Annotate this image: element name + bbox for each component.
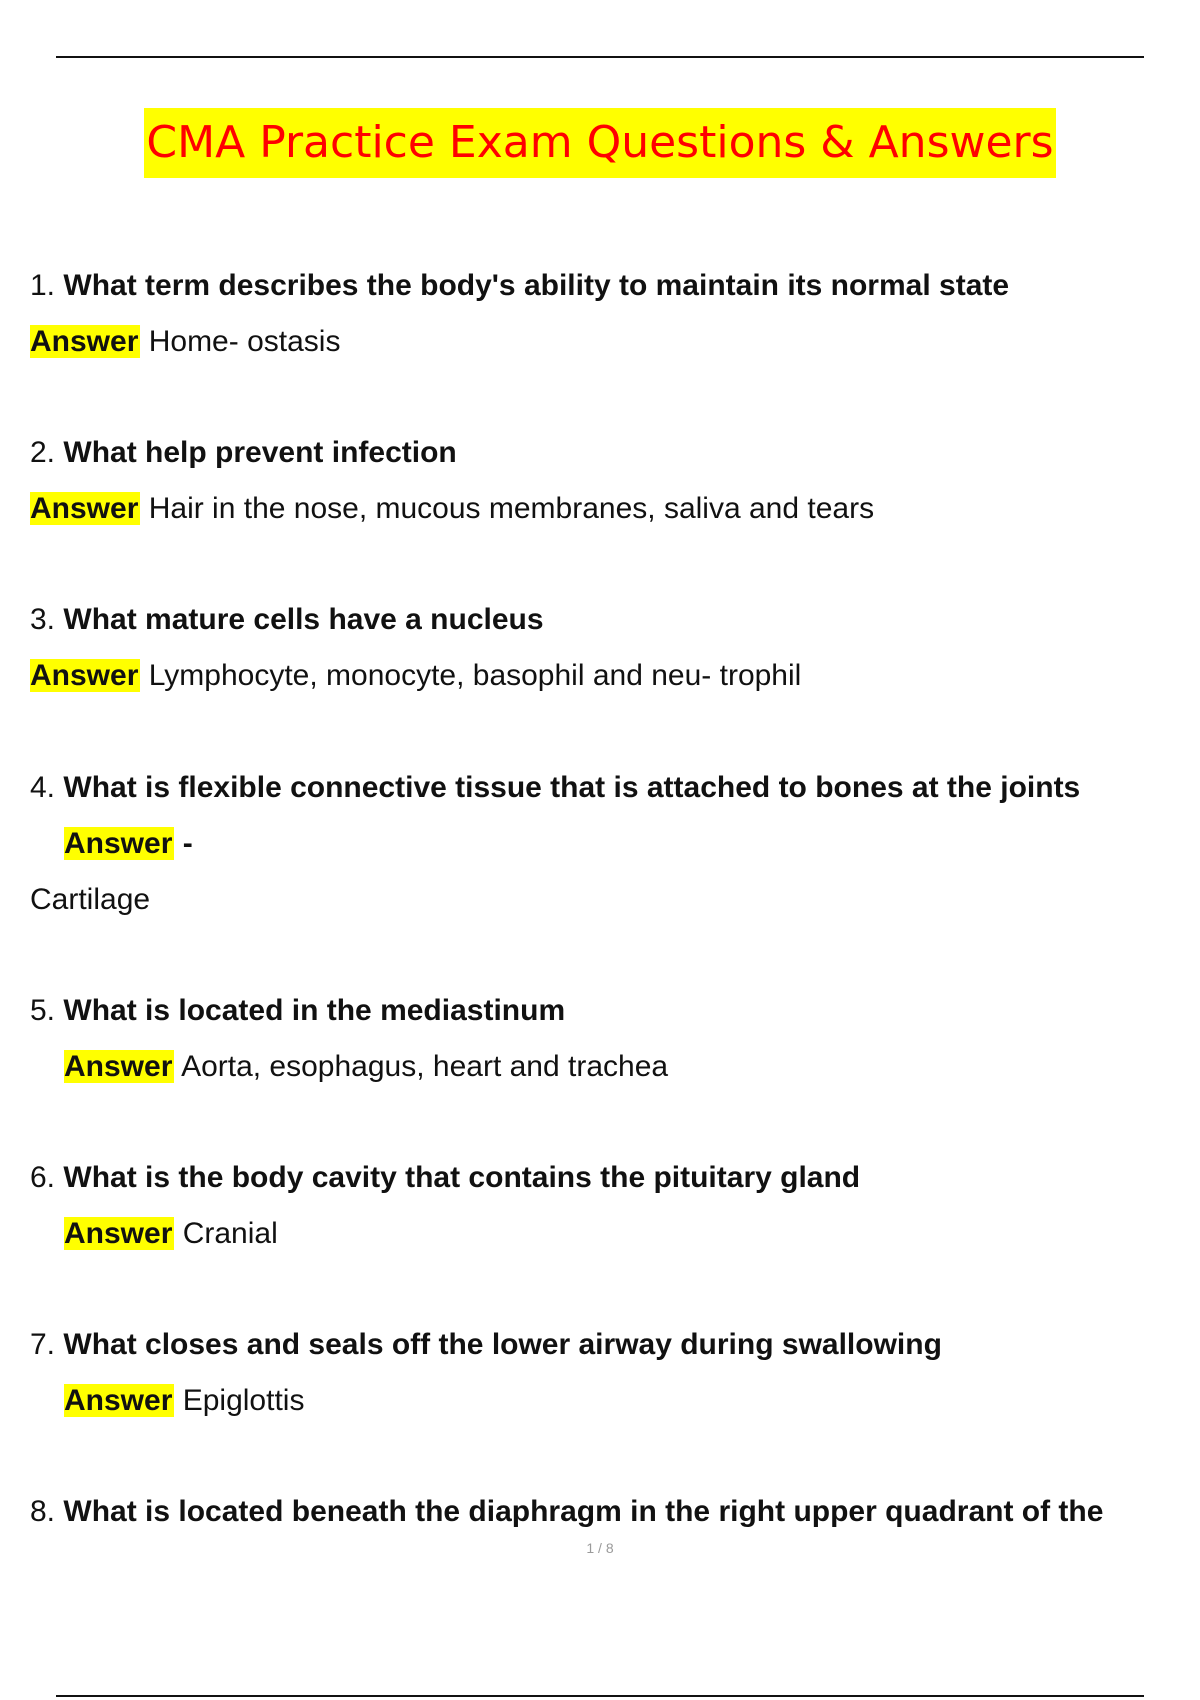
answer-label: Answer <box>30 659 139 692</box>
qa-item-3 <box>30 592 1190 704</box>
question <box>30 1150 1190 1206</box>
answer <box>30 1206 1190 1262</box>
question <box>30 592 1190 648</box>
answer <box>30 816 1190 872</box>
question-number: 8. <box>30 1495 56 1528</box>
answer-text: Cartilage <box>30 883 151 916</box>
question-number: 6. <box>30 1161 56 1194</box>
qa-item-7 <box>30 1317 1190 1429</box>
answer-label: Answer <box>30 325 139 358</box>
question-text: What is flexible connective tissue that is attached to bones at the joints <box>63 771 1081 804</box>
question-text: What help prevent infection <box>63 436 457 469</box>
question-text: What is located beneath the diaphragm in the right upper quadrant of the <box>63 1495 1104 1528</box>
question-number: 3. <box>30 603 56 636</box>
bottom-rule <box>56 1695 1144 1697</box>
answer-dash: - <box>182 827 193 860</box>
qa-item-5 <box>30 983 1190 1095</box>
question-number: 5. <box>30 994 56 1027</box>
question <box>30 760 1190 816</box>
page-number: 1 / 8 <box>586 1540 614 1556</box>
page-title: CMA Practice Exam Questions & Answers <box>144 108 1055 178</box>
question <box>30 983 1190 1039</box>
question <box>30 1317 1190 1373</box>
answer-text: Epiglottis <box>182 1384 305 1417</box>
question-text: What is the body cavity that contains the pituitary gland <box>63 1161 861 1194</box>
question-text: What mature cells have a nucleus <box>63 603 544 636</box>
qa-item-1 <box>30 258 1190 370</box>
title-block <box>0 108 1200 178</box>
question <box>30 425 1190 481</box>
answer-text: Hair in the nose, mucous membranes, saliva and tears <box>148 492 875 525</box>
top-rule <box>56 56 1144 58</box>
answer-label: Answer <box>64 1384 173 1417</box>
answer <box>30 1039 1190 1095</box>
answer <box>30 481 1190 537</box>
answer-text: Lymphocyte, monocyte, basophil and neu- trophil <box>148 659 802 692</box>
question-number: 4. <box>30 771 56 804</box>
answer-label: Answer <box>30 492 139 525</box>
answer-text: Home- ostasis <box>148 325 341 358</box>
answer <box>30 648 1190 704</box>
question-text: What term describes the body's ability to maintain its normal state <box>63 269 1010 302</box>
answer <box>30 314 1190 370</box>
answer-label: Answer <box>64 827 173 860</box>
answer-label: Answer <box>64 1050 173 1083</box>
answer <box>30 1373 1190 1429</box>
question-text: What closes and seals off the lower airway during swallowing <box>63 1328 942 1361</box>
question-number: 2. <box>30 436 56 469</box>
qa-item-4 <box>30 760 1190 928</box>
answer-label: Answer <box>64 1217 173 1250</box>
answer-text: Cranial <box>182 1217 278 1250</box>
qa-item-8 <box>30 1484 1190 1540</box>
question-number: 1. <box>30 269 56 302</box>
answer-text: Aorta, esophagus, heart and trachea <box>181 1050 669 1083</box>
question <box>30 1484 1190 1540</box>
question-text: What is located in the mediastinum <box>63 994 566 1027</box>
qa-item-6 <box>30 1150 1190 1262</box>
qa-item-2 <box>30 425 1190 537</box>
question-number: 7. <box>30 1328 56 1361</box>
question <box>30 258 1190 314</box>
